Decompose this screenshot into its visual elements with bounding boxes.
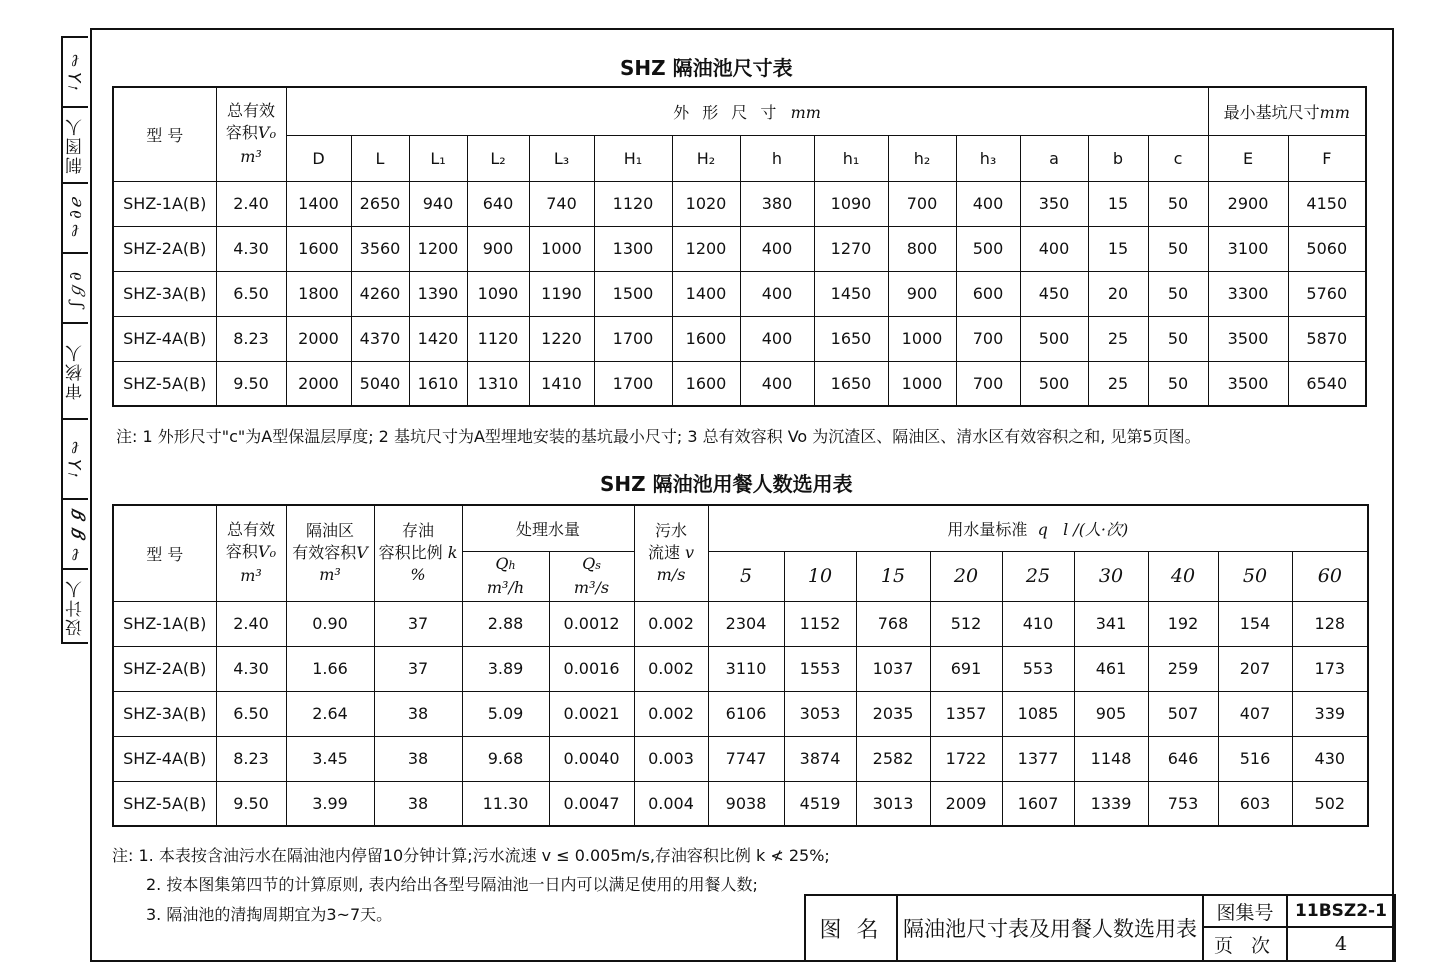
sidebar-label: 制图人 <box>66 116 86 174</box>
value-cell: 400 <box>740 226 814 271</box>
dim-header: h₃ <box>956 135 1020 181</box>
std-header: 40 <box>1148 551 1218 601</box>
value-cell: 128 <box>1292 601 1368 646</box>
table-row <box>113 226 1366 271</box>
value-cell: 15 <box>1088 226 1148 271</box>
value-cell: 0.003 <box>634 736 708 781</box>
value-cell: 516 <box>1218 736 1292 781</box>
signature-mark: ℓℊℊ <box>66 504 86 564</box>
value-cell: 4.30 <box>216 646 286 691</box>
value-cell: 1.66 <box>286 646 374 691</box>
value-cell: 1300 <box>594 226 672 271</box>
value-cell: 4260 <box>351 271 409 316</box>
table2-note-2: 2. 按本图集第四节的计算原则, 表内给出各型号隔油池一日内可以满足使用的用餐人数; <box>146 875 758 894</box>
value-cell: 1800 <box>286 271 351 316</box>
title-block <box>804 894 1396 962</box>
value-cell: 3.99 <box>286 781 374 826</box>
value-cell: 768 <box>856 601 930 646</box>
atlas-number-value: 11BSZ2-1 <box>1287 895 1395 927</box>
value-cell: 753 <box>1148 781 1218 826</box>
value-cell: 1090 <box>467 271 529 316</box>
value-cell: 2035 <box>856 691 930 736</box>
dimension-table <box>112 86 1367 407</box>
value-cell: 6106 <box>708 691 784 736</box>
value-cell: 3500 <box>1208 316 1288 361</box>
value-cell: 0.002 <box>634 601 708 646</box>
value-cell: 461 <box>1074 646 1148 691</box>
std-header: 50 <box>1218 551 1292 601</box>
model-cell: SHZ-1A(B) <box>113 181 216 226</box>
dim-header: D <box>286 135 351 181</box>
dim-header: E <box>1208 135 1288 181</box>
std-header: 60 <box>1292 551 1368 601</box>
table2-note-3: 3. 隔油池的清掏周期宜为3~7天。 <box>146 905 393 924</box>
value-cell: 740 <box>529 181 594 226</box>
value-cell: 6.50 <box>216 691 286 736</box>
value-cell: 0.0016 <box>549 646 634 691</box>
header-qh: Qh m³/h <box>462 551 549 601</box>
sidebar-cell-signature <box>63 498 88 568</box>
signature-mark: ᛍ⅄ℓ <box>65 49 86 95</box>
dim-header: h₁ <box>814 135 888 181</box>
signature-mark: ᛍ⅄ℓ <box>65 436 86 482</box>
value-cell: 1000 <box>888 316 956 361</box>
value-cell: 1600 <box>672 316 740 361</box>
dim-header: h₂ <box>888 135 956 181</box>
value-cell: 1200 <box>409 226 467 271</box>
value-cell: 2.64 <box>286 691 374 736</box>
page-number: 4 <box>1287 927 1395 961</box>
sidebar-cell-signature <box>63 252 88 322</box>
value-cell: 3.89 <box>462 646 549 691</box>
dim-header: L₃ <box>529 135 594 181</box>
value-cell: 502 <box>1292 781 1368 826</box>
value-cell: 259 <box>1148 646 1218 691</box>
value-cell: 1600 <box>286 226 351 271</box>
drawing-name-value: 隔油池尺寸表及用餐人数选用表 <box>897 895 1203 961</box>
value-cell: 50 <box>1148 181 1208 226</box>
value-cell: 0.002 <box>634 646 708 691</box>
value-cell: 1722 <box>930 736 1002 781</box>
header-flow: 处理水量 <box>462 505 634 551</box>
value-cell: 25 <box>1088 316 1148 361</box>
std-header: 5 <box>708 551 784 601</box>
value-cell: 1152 <box>784 601 856 646</box>
sidebar-label: 设计人 <box>66 578 86 636</box>
value-cell: 341 <box>1074 601 1148 646</box>
header-volume: 总有效 容积Vo m³ <box>216 505 286 601</box>
value-cell: 500 <box>1020 361 1088 406</box>
value-cell: 3053 <box>784 691 856 736</box>
value-cell: 37 <box>374 646 462 691</box>
value-cell: 410 <box>1002 601 1074 646</box>
value-cell: 350 <box>1020 181 1088 226</box>
value-cell: 2000 <box>286 361 351 406</box>
header-oil-storage: 存油 容积比例 k % <box>374 505 462 601</box>
value-cell: 3110 <box>708 646 784 691</box>
value-cell: 2304 <box>708 601 784 646</box>
header-volume: 总有效 容积Vo m³ <box>216 87 286 181</box>
value-cell: 400 <box>740 271 814 316</box>
value-cell: 1377 <box>1002 736 1074 781</box>
value-cell: 25 <box>1088 361 1148 406</box>
value-cell: 603 <box>1218 781 1292 826</box>
table-row <box>113 646 1368 691</box>
value-cell: 1120 <box>594 181 672 226</box>
value-cell: 1700 <box>594 361 672 406</box>
value-cell: 1650 <box>814 316 888 361</box>
header-outer-dimensions: 外 形 尺 寸 mm <box>286 87 1208 135</box>
value-cell: 15 <box>1088 181 1148 226</box>
value-cell: 430 <box>1292 736 1368 781</box>
value-cell: 3100 <box>1208 226 1288 271</box>
value-cell: 1310 <box>467 361 529 406</box>
value-cell: 1000 <box>529 226 594 271</box>
drawing-name-label: 图 名 <box>805 895 897 961</box>
value-cell: 50 <box>1148 226 1208 271</box>
value-cell: 1200 <box>672 226 740 271</box>
value-cell: 3560 <box>351 226 409 271</box>
value-cell: 1607 <box>1002 781 1074 826</box>
value-cell: 507 <box>1148 691 1218 736</box>
value-cell: 38 <box>374 691 462 736</box>
dim-header: H₁ <box>594 135 672 181</box>
model-cell: SHZ-4A(B) <box>113 316 216 361</box>
atlas-number-label: 图集号 <box>1203 895 1287 927</box>
value-cell: 1410 <box>529 361 594 406</box>
value-cell: 5870 <box>1288 316 1366 361</box>
dim-header: h <box>740 135 814 181</box>
value-cell: 1610 <box>409 361 467 406</box>
page-label: 页 次 <box>1203 927 1287 961</box>
model-cell: SHZ-1A(B) <box>113 601 216 646</box>
sidebar-cell-signature <box>63 38 88 106</box>
std-header: 25 <box>1002 551 1074 601</box>
value-cell: 1357 <box>930 691 1002 736</box>
table-row <box>113 781 1368 826</box>
value-cell: 400 <box>740 361 814 406</box>
value-cell: 800 <box>888 226 956 271</box>
signature-column <box>61 36 88 644</box>
value-cell: 1450 <box>814 271 888 316</box>
value-cell: 407 <box>1218 691 1292 736</box>
value-cell: 9.68 <box>462 736 549 781</box>
value-cell: 5.09 <box>462 691 549 736</box>
value-cell: 0.0021 <box>549 691 634 736</box>
value-cell: 3.45 <box>286 736 374 781</box>
value-cell: 2009 <box>930 781 1002 826</box>
table-row <box>113 271 1366 316</box>
sidebar-cell-designer <box>63 568 88 644</box>
dim-header: L₁ <box>409 135 467 181</box>
std-header: 15 <box>856 551 930 601</box>
header-oil-volume: 隔油区 有效容积V m³ <box>286 505 374 601</box>
value-cell: 11.30 <box>462 781 549 826</box>
value-cell: 6540 <box>1288 361 1366 406</box>
std-header: 10 <box>784 551 856 601</box>
value-cell: 2000 <box>286 316 351 361</box>
model-cell: SHZ-4A(B) <box>113 736 216 781</box>
value-cell: 1700 <box>594 316 672 361</box>
value-cell: 1190 <box>529 271 594 316</box>
value-cell: 5040 <box>351 361 409 406</box>
value-cell: 8.23 <box>216 316 286 361</box>
value-cell: 5060 <box>1288 226 1366 271</box>
value-cell: 173 <box>1292 646 1368 691</box>
table-row <box>113 691 1368 736</box>
value-cell: 9038 <box>708 781 784 826</box>
table-row <box>113 316 1366 361</box>
value-cell: 900 <box>888 271 956 316</box>
model-cell: SHZ-3A(B) <box>113 271 216 316</box>
value-cell: 20 <box>1088 271 1148 316</box>
value-cell: 1400 <box>286 181 351 226</box>
header-speed: 污水 流速 v m/s <box>634 505 708 601</box>
table-row <box>113 736 1368 781</box>
value-cell: 700 <box>888 181 956 226</box>
value-cell: 1090 <box>814 181 888 226</box>
dim-header: H₂ <box>672 135 740 181</box>
dim-header: b <box>1088 135 1148 181</box>
value-cell: 1339 <box>1074 781 1148 826</box>
dim-header: a <box>1020 135 1088 181</box>
value-cell: 1400 <box>672 271 740 316</box>
value-cell: 700 <box>956 361 1020 406</box>
value-cell: 6.50 <box>216 271 286 316</box>
value-cell: 691 <box>930 646 1002 691</box>
value-cell: 9.50 <box>216 361 286 406</box>
dim-header: F <box>1288 135 1366 181</box>
value-cell: 4.30 <box>216 226 286 271</box>
value-cell: 1500 <box>594 271 672 316</box>
value-cell: 5760 <box>1288 271 1366 316</box>
value-cell: 50 <box>1148 361 1208 406</box>
value-cell: 9.50 <box>216 781 286 826</box>
table-row <box>113 361 1366 406</box>
value-cell: 1085 <box>1002 691 1074 736</box>
table1-note: 注: 1 外形尺寸"c"为A型保温层厚度; 2 基坑尺寸为A型埋地安装的基坑最小尺寸; 3 总有效容积 Vo 为沉渣区、隔油区、清水区有效容积之和, 见第5页图。 <box>116 427 1201 446</box>
std-header: 20 <box>930 551 1002 601</box>
model-cell: SHZ-5A(B) <box>113 361 216 406</box>
value-cell: 50 <box>1148 271 1208 316</box>
value-cell: 2.40 <box>216 181 286 226</box>
value-cell: 0.004 <box>634 781 708 826</box>
value-cell: 500 <box>1020 316 1088 361</box>
header-pit-size: 最小基坑尺寸mm <box>1208 87 1366 135</box>
value-cell: 37 <box>374 601 462 646</box>
value-cell: 512 <box>930 601 1002 646</box>
signature-mark: ℓ∂ℯ <box>65 196 86 240</box>
sidebar-cell-signature <box>63 182 88 252</box>
value-cell: 7747 <box>708 736 784 781</box>
value-cell: 154 <box>1218 601 1292 646</box>
value-cell: 1220 <box>529 316 594 361</box>
value-cell: 1390 <box>409 271 467 316</box>
value-cell: 2.88 <box>462 601 549 646</box>
value-cell: 2650 <box>351 181 409 226</box>
value-cell: 1037 <box>856 646 930 691</box>
value-cell: 0.0012 <box>549 601 634 646</box>
value-cell: 3500 <box>1208 361 1288 406</box>
value-cell: 700 <box>956 316 1020 361</box>
value-cell: 450 <box>1020 271 1088 316</box>
value-cell: 50 <box>1148 316 1208 361</box>
signature-mark: ʃℊ∂ <box>66 269 86 307</box>
value-cell: 2900 <box>1208 181 1288 226</box>
header-model: 型 号 <box>113 87 216 181</box>
value-cell: 380 <box>740 181 814 226</box>
value-cell: 192 <box>1148 601 1218 646</box>
value-cell: 0.0047 <box>549 781 634 826</box>
table-row <box>113 601 1368 646</box>
table-row <box>113 181 1366 226</box>
value-cell: 1650 <box>814 361 888 406</box>
value-cell: 646 <box>1148 736 1218 781</box>
value-cell: 1553 <box>784 646 856 691</box>
sidebar-cell-signature <box>63 418 88 498</box>
model-cell: SHZ-3A(B) <box>113 691 216 736</box>
value-cell: 0.0040 <box>549 736 634 781</box>
value-cell: 400 <box>956 181 1020 226</box>
value-cell: 905 <box>1074 691 1148 736</box>
model-cell: SHZ-2A(B) <box>113 646 216 691</box>
value-cell: 553 <box>1002 646 1074 691</box>
value-cell: 38 <box>374 736 462 781</box>
value-cell: 900 <box>467 226 529 271</box>
value-cell: 940 <box>409 181 467 226</box>
value-cell: 600 <box>956 271 1020 316</box>
value-cell: 400 <box>740 316 814 361</box>
std-header: 30 <box>1074 551 1148 601</box>
value-cell: 2.40 <box>216 601 286 646</box>
value-cell: 207 <box>1218 646 1292 691</box>
header-qs: Qs m³/s <box>549 551 634 601</box>
sidebar-cell-reviewer <box>63 322 88 418</box>
value-cell: 1600 <box>672 361 740 406</box>
value-cell: 3874 <box>784 736 856 781</box>
dim-header: c <box>1148 135 1208 181</box>
table2-title: SHZ 隔油池用餐人数选用表 <box>600 472 853 496</box>
value-cell: 4519 <box>784 781 856 826</box>
dim-header: L <box>351 135 409 181</box>
value-cell: 1020 <box>672 181 740 226</box>
header-model: 型 号 <box>113 505 216 601</box>
value-cell: 2582 <box>856 736 930 781</box>
model-cell: SHZ-5A(B) <box>113 781 216 826</box>
value-cell: 1120 <box>467 316 529 361</box>
sidebar-cell-draftsman <box>63 106 88 182</box>
value-cell: 0.002 <box>634 691 708 736</box>
model-cell: SHZ-2A(B) <box>113 226 216 271</box>
value-cell: 400 <box>1020 226 1088 271</box>
value-cell: 4370 <box>351 316 409 361</box>
value-cell: 1420 <box>409 316 467 361</box>
value-cell: 38 <box>374 781 462 826</box>
value-cell: 3300 <box>1208 271 1288 316</box>
dim-header: L₂ <box>467 135 529 181</box>
value-cell: 4150 <box>1288 181 1366 226</box>
header-water-standard: 用水量标准 q l /(人·次) <box>708 505 1368 551</box>
value-cell: 640 <box>467 181 529 226</box>
value-cell: 1270 <box>814 226 888 271</box>
sidebar-label: 审核人 <box>66 342 86 400</box>
diners-table <box>112 504 1369 827</box>
value-cell: 8.23 <box>216 736 286 781</box>
value-cell: 339 <box>1292 691 1368 736</box>
value-cell: 500 <box>956 226 1020 271</box>
value-cell: 1148 <box>1074 736 1148 781</box>
value-cell: 0.90 <box>286 601 374 646</box>
value-cell: 1000 <box>888 361 956 406</box>
table1-title: SHZ 隔油池尺寸表 <box>620 56 793 80</box>
table2-note-1: 注: 1. 本表按含油污水在隔油池内停留10分钟计算;污水流速 v ≤ 0.005m/s,存油容积比例 k ≮ 25%; <box>112 846 830 865</box>
value-cell: 3013 <box>856 781 930 826</box>
